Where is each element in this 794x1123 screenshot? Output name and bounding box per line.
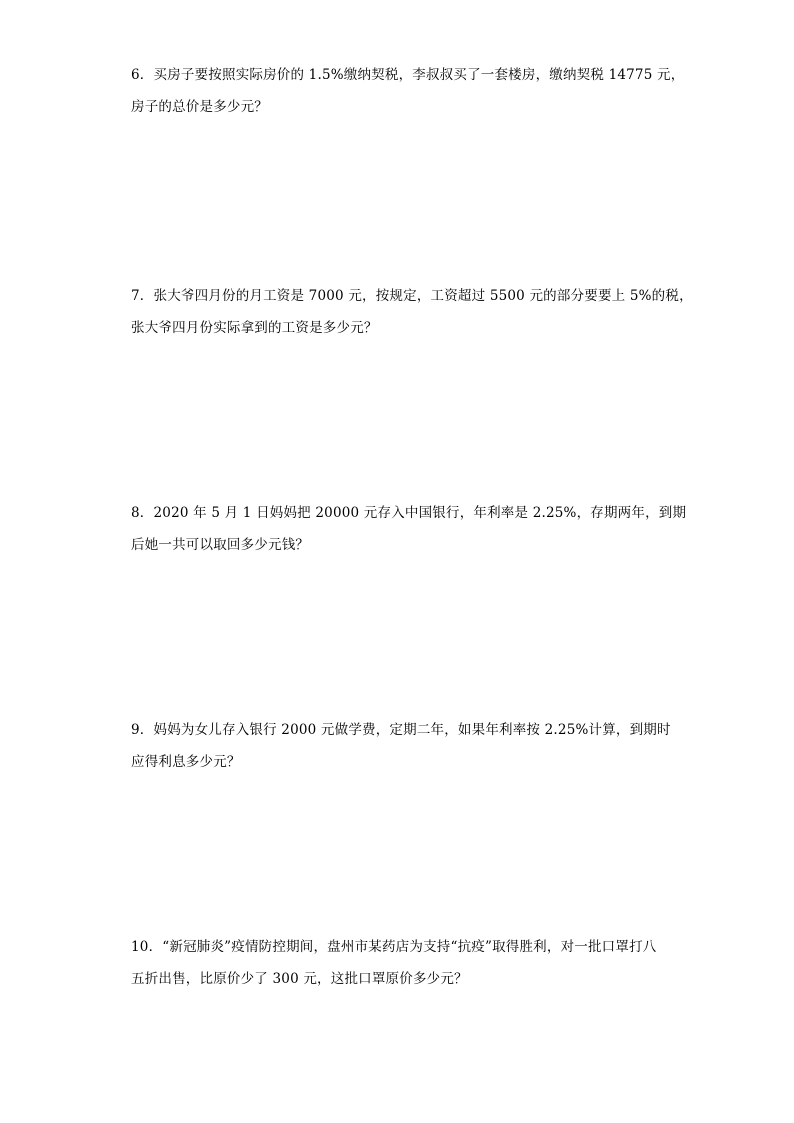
question-6 [131, 65, 691, 117]
question-6-line-1: 6．买房子要按照实际房价的 1.5%缴纳契税，李叔叔买了一套楼房，缴纳契税 14775 元， [131, 67, 685, 83]
question-6-line-2: 房子的总价是多少元？ [131, 99, 268, 115]
question-10-line-2: 五折出售，比原价少了 300 元，这批口罩原价多少元？ [131, 971, 468, 987]
question-9 [131, 720, 691, 772]
question-8-line-1: 8．2020 年 5 月 1 日妈妈把 20000 元存入中国银行，年利率是 2.25%，存期两年，到期 [131, 505, 687, 521]
question-10 [131, 937, 691, 989]
question-9-line-2: 应得利息多少元？ [131, 754, 241, 770]
question-10-line-1: 10．“新冠肺炎”疫情防控期间，盘州市某药店为支持“抗疫”取得胜利，对一批口罩打八 [131, 939, 657, 955]
question-7-line-2: 张大爷四月份实际拿到的工资是多少元？ [131, 320, 378, 336]
question-7-line-1: 7．张大爷四月份的月工资是 7000 元，按规定，工资超过 5500 元的部分要要上 5%的税， [131, 288, 693, 304]
question-7 [131, 286, 691, 338]
question-9-line-1: 9．妈妈为女儿存入银行 2000 元做学费，定期二年，如果年利率按 2.25%计算，到期时 [131, 722, 671, 738]
question-8-line-2: 后她一共可以取回多少元钱？ [131, 537, 310, 553]
question-8 [131, 503, 691, 555]
